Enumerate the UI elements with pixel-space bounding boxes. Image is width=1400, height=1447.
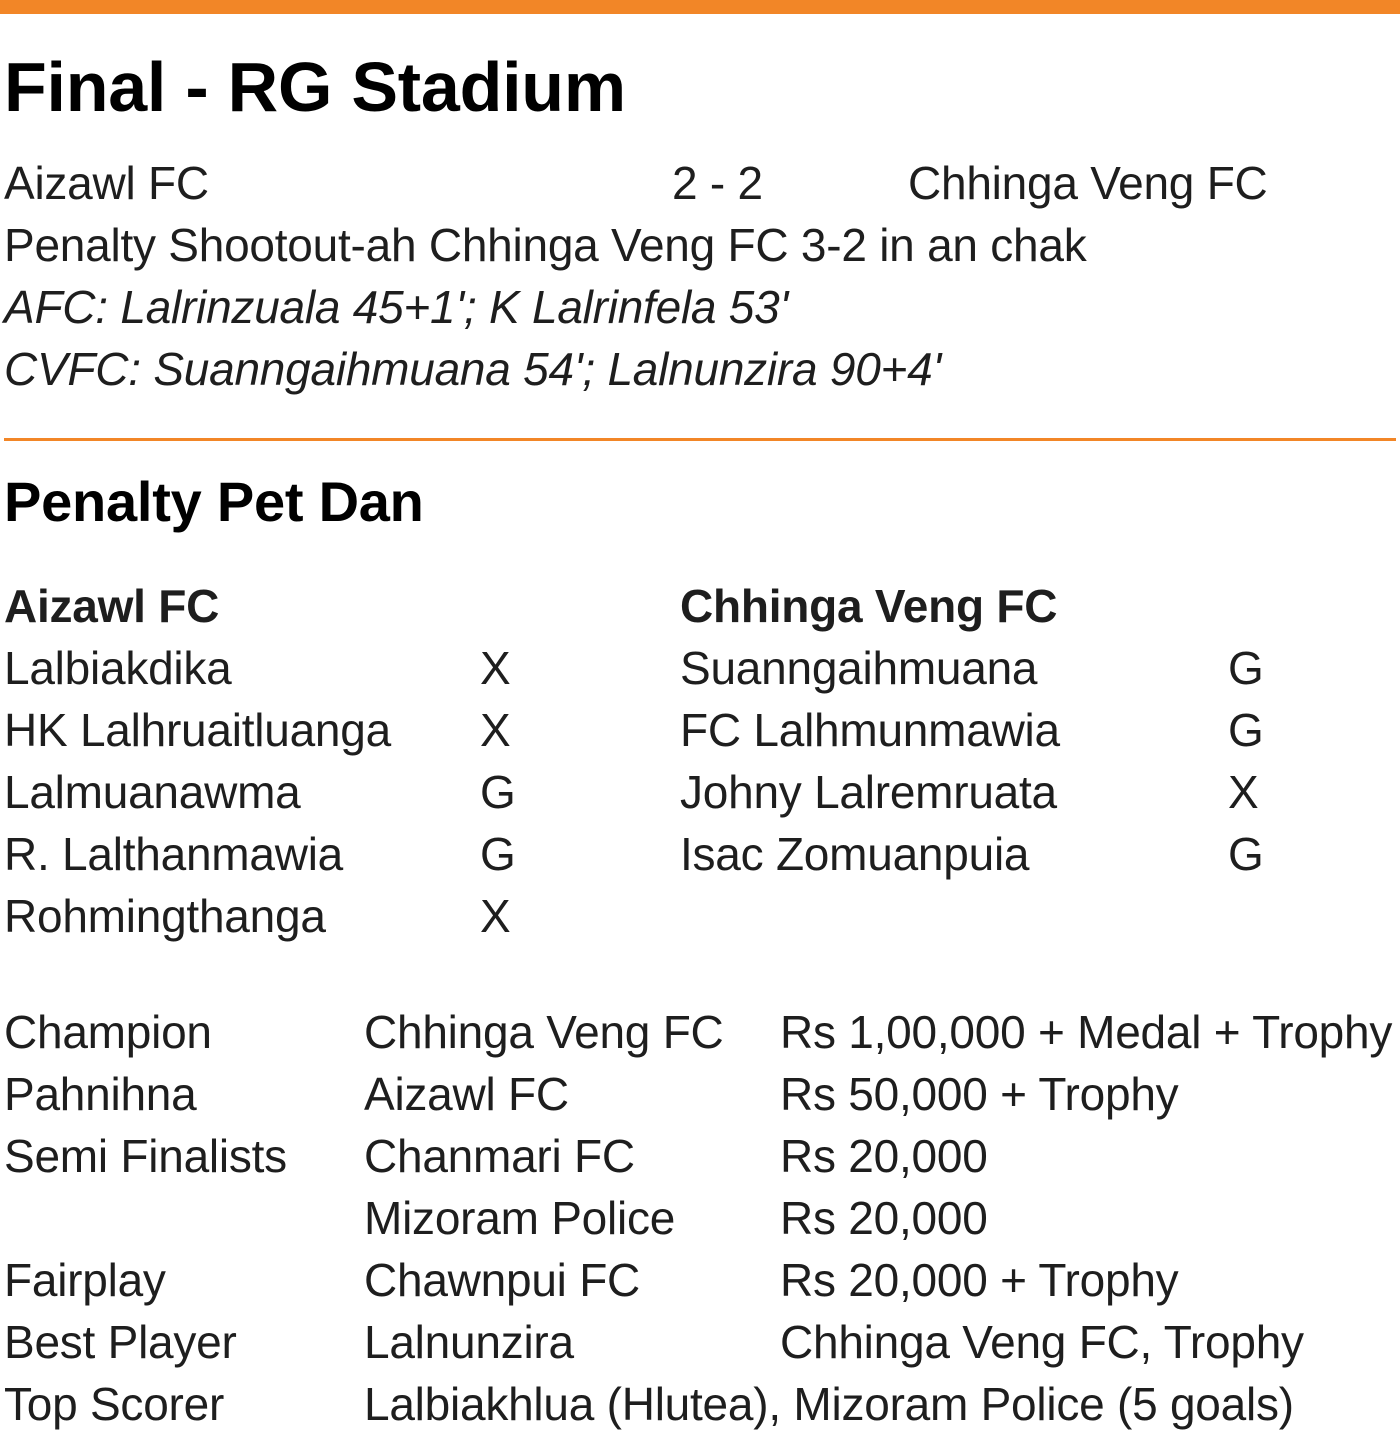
prize-label: Pahnihna [4, 1068, 197, 1120]
penalty-result: G [1228, 828, 1264, 880]
prize-label: Top Scorer [4, 1378, 225, 1430]
penalty-shootout-table [4, 575, 1396, 947]
accent-top-bar [0, 0, 1400, 14]
penalty-row [4, 885, 680, 947]
home-scorers: AFC: Lalrinzuala 45+1'; K Lalrinfela 53' [4, 281, 789, 333]
prize-label [4, 1187, 364, 1249]
prize-table [4, 1001, 1396, 1435]
penalty-row [680, 637, 1396, 699]
penalty-column-away [680, 575, 1396, 947]
prize-recipient: Lalnunzira [364, 1316, 574, 1368]
penalty-result: X [480, 704, 511, 756]
penalty-result: G [1228, 642, 1264, 694]
penalty-player: Lalmuanawma [4, 766, 301, 818]
penalty-away-team-header: Chhinga Veng FC [680, 580, 1058, 632]
penalty-result: X [1228, 766, 1259, 818]
penalty-result: G [480, 766, 516, 818]
penalty-result: G [480, 828, 516, 880]
away-team-name: Chhinga Veng FC [908, 157, 1268, 209]
prize-amount: Rs 20,000 + Trophy [780, 1254, 1179, 1306]
penalty-row [680, 699, 1396, 761]
penalty-home-team-header: Aizawl FC [4, 580, 220, 632]
penalty-column-home [4, 575, 680, 947]
penalty-row [4, 761, 680, 823]
penalty-row [4, 699, 680, 761]
penalty-row [680, 823, 1396, 885]
prize-recipient: Lalbiakhlua (Hlutea), Mizoram Police (5 goals) [364, 1378, 1294, 1430]
prize-amount: Rs 20,000 [780, 1130, 988, 1182]
shootout-note: Penalty Shootout-ah Chhinga Veng FC 3-2 in an chak [4, 219, 1087, 271]
page-title: Final - RG Stadium [4, 48, 626, 126]
penalty-row [4, 637, 680, 699]
home-team-name: Aizawl FC [4, 157, 209, 209]
match-summary [4, 152, 1396, 400]
prize-recipient: Chhinga Veng FC [364, 1006, 724, 1058]
prize-recipient: Mizoram Police [364, 1192, 676, 1244]
penalty-row [4, 823, 680, 885]
penalty-player: Johny Lalremruata [680, 766, 1057, 818]
penalty-player: R. Lalthanmawia [4, 828, 344, 880]
prize-recipient: Aizawl FC [364, 1068, 569, 1120]
prize-amount: Rs 50,000 + Trophy [780, 1068, 1179, 1120]
penalty-player: Isac Zomuanpuia [680, 828, 1030, 880]
prize-label: Champion [4, 1006, 212, 1058]
prize-label: Fairplay [4, 1254, 166, 1306]
penalty-result: X [480, 642, 511, 694]
penalty-player: HK Lalhruaitluanga [4, 704, 391, 756]
prize-amount: Rs 1,00,000 + Medal + Trophy [780, 1006, 1393, 1058]
prize-label: Semi Finalists [4, 1130, 287, 1182]
score-row [4, 152, 1396, 214]
penalty-result: X [480, 890, 511, 942]
section-divider [4, 438, 1396, 441]
penalty-player: Rohmingthanga [4, 890, 326, 942]
penalty-player: Suanngaihmuana [680, 642, 1038, 694]
penalty-section-heading: Penalty Pet Dan [4, 470, 424, 533]
penalty-row [680, 761, 1396, 823]
prize-amount: Chhinga Veng FC, Trophy [780, 1316, 1304, 1368]
page-content [0, 44, 1400, 1435]
prize-label: Best Player [4, 1316, 237, 1368]
prize-amount: Rs 20,000 [780, 1192, 988, 1244]
away-scorers: CVFC: Suanngaihmuana 54'; Lalnunzira 90+4' [4, 343, 942, 395]
penalty-player: FC Lalhmunmawia [680, 704, 1060, 756]
match-score: 2 - 2 [672, 157, 763, 209]
prize-recipient: Chanmari FC [364, 1130, 635, 1182]
prize-recipient: Chawnpui FC [364, 1254, 641, 1306]
penalty-player: Lalbiakdika [4, 642, 232, 694]
penalty-result: G [1228, 704, 1264, 756]
